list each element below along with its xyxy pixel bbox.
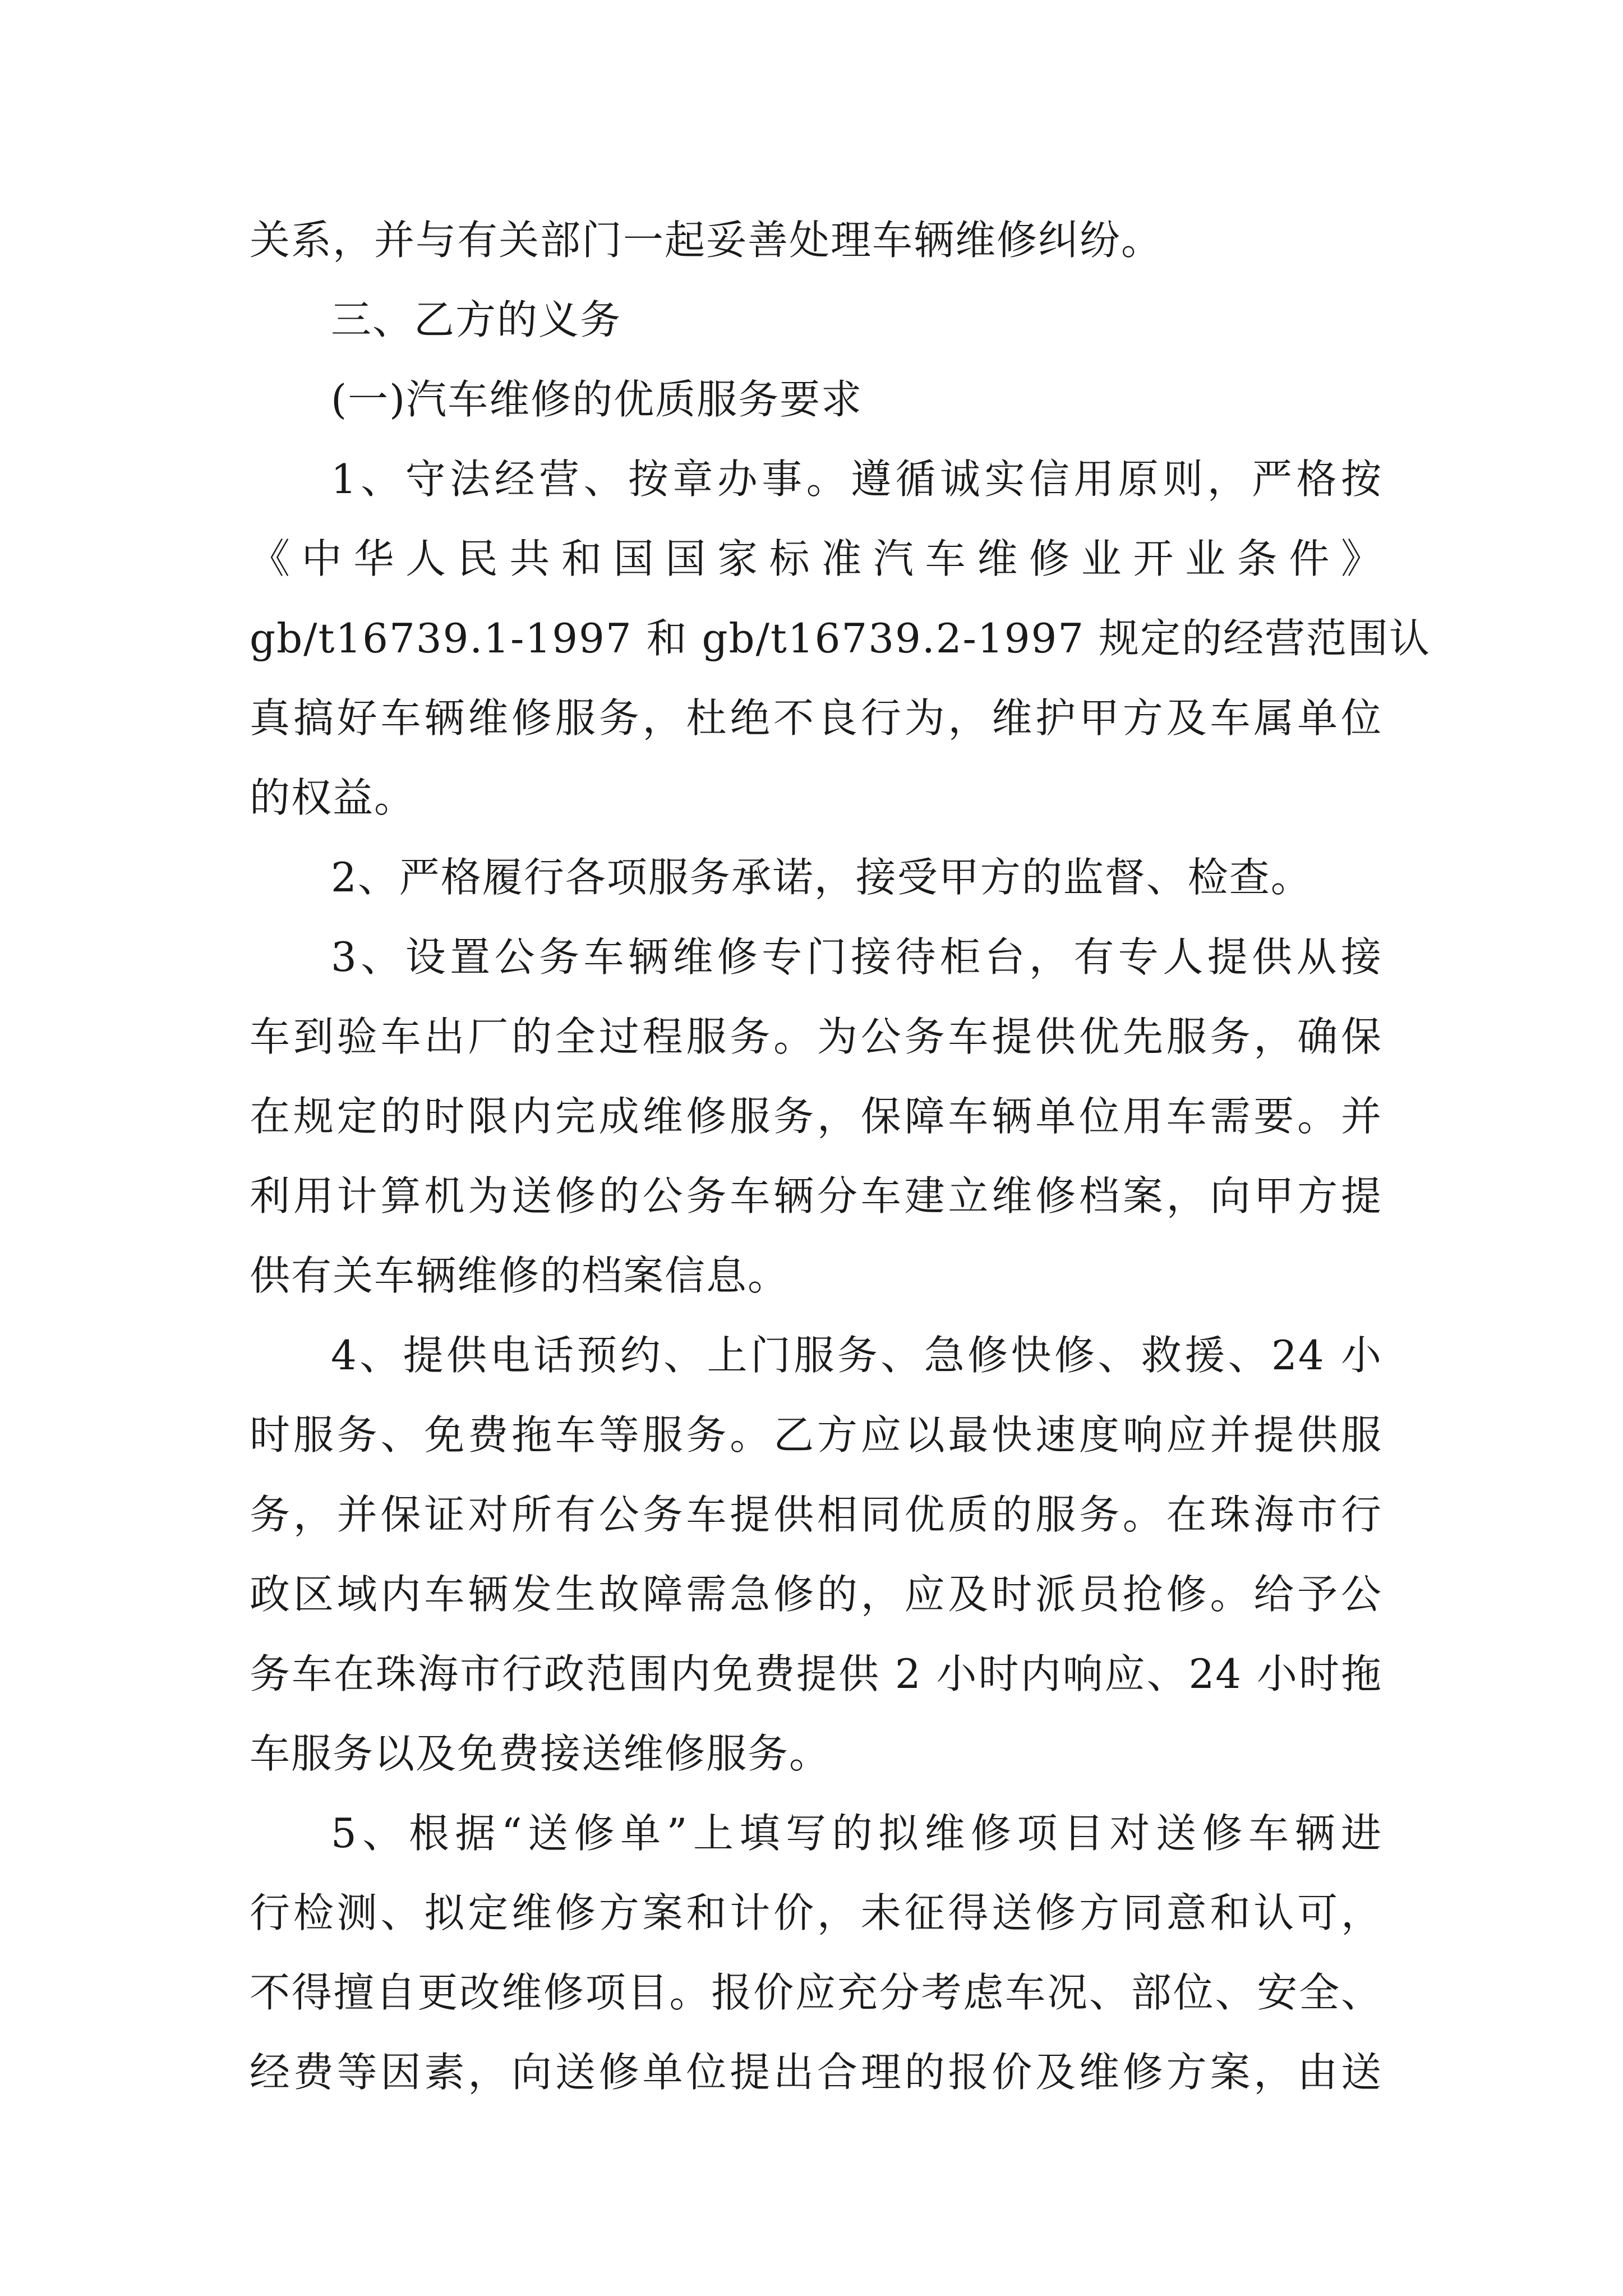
text-line-14: 供有关车辆维修的档案信息。 <box>250 1252 790 1299</box>
text-line-1: 关系，并与有关部门一起妥善处理车辆维修纠纷。 <box>250 217 1163 264</box>
text-line-10: 3、设置公务车辆维修专门接待柜台，有专人提供从接 <box>331 933 1382 981</box>
text-line-12: 在规定的时限内完成维修服务，保障车辆单位用车需要。并 <box>250 1093 1382 1140</box>
text-line-24: 经费等因素，向送修单位提出合理的报价及维修方案，由送 <box>250 2049 1382 2096</box>
text-line-21: 5、根据“送修单”上填写的拟维修项目对送修车辆进 <box>331 1810 1382 1857</box>
text-line-18: 政区域内车辆发生故障需急修的，应及时派员抢修。给予公 <box>250 1571 1382 1618</box>
text-line-19: 务车在珠海市行政范围内免费提供 2 小时内响应、24 小时拖 <box>250 1650 1382 1697</box>
text-line-7: 真搞好车辆维修服务，杜绝不良行为，维护甲方及车属单位 <box>250 694 1382 742</box>
text-line-23: 不得擅自更改维修项目。报价应充分考虑车况、部位、安全、 <box>250 1969 1382 2016</box>
text-line-8: 的权益。 <box>250 774 416 821</box>
text-line-4: 1、守法经营、按章办事。遵循诚实信用原则，严格按 <box>331 455 1382 503</box>
text-line-5: 《中华人民共和国国家标准汽车维修业开业条件》 <box>250 535 1382 582</box>
text-line-16: 时服务、免费拖车等服务。乙方应以最快速度响应并提供服 <box>250 1411 1382 1458</box>
text-line-15: 4、提供电话预约、上门服务、急修快修、救援、24 小 <box>331 1332 1382 1379</box>
text-line-11: 车到验车出厂的全过程服务。为公务车提供优先服务，确保 <box>250 1013 1382 1060</box>
text-line-22: 行检测、拟定维修方案和计价，未征得送修方同意和认可， <box>250 1889 1382 1936</box>
text-line-17: 务，并保证对所有公务车提供相同优质的服务。在珠海市行 <box>250 1491 1382 1538</box>
section-heading-3: 三、乙方的义务 <box>331 296 622 343</box>
text-line-6: gb/t16739.1-1997 和 gb/t16739.2-1997 规定的经营范围认 <box>250 615 1431 662</box>
text-line-9: 2、严格履行各项服务承诺，接受甲方的监督、检查。 <box>331 854 1312 901</box>
text-line-13: 利用计算机为送修的公务车辆分车建立维修档案，向甲方提 <box>250 1172 1382 1220</box>
text-line-20: 车服务以及免费接送维修服务。 <box>250 1730 831 1777</box>
subsection-heading-1: (一)汽车维修的优质服务要求 <box>331 376 863 423</box>
